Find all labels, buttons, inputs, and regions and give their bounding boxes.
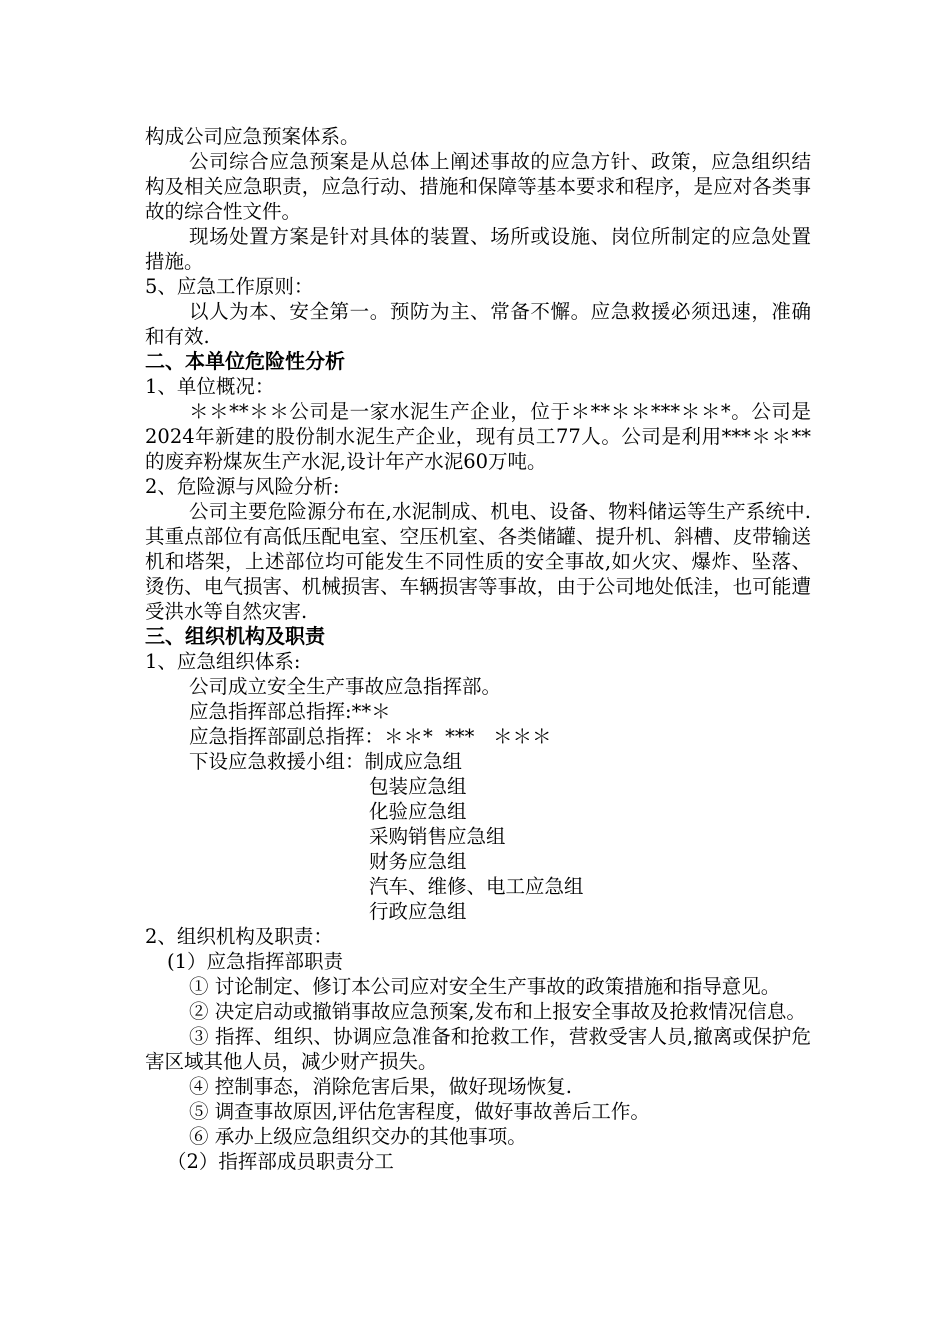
group-item: 行政应急组 bbox=[369, 900, 467, 923]
s3-sub1-title: (1）应急指挥部职责 bbox=[167, 950, 344, 973]
s3-item1-title: 1、应急组织体系: bbox=[145, 650, 301, 673]
group-item: 汽车、维修、电工应急组 bbox=[369, 875, 584, 898]
duty-item: ⑤ 调查事故原因,评估危害程度，做好事故善后工作。 bbox=[189, 1100, 650, 1123]
item5-text: 以人为本、安全第一。预防为主、常备不懈。应急救援必须迅速，准确和有效. bbox=[145, 300, 811, 348]
duty-item: ① 讨论制定、修订本公司应对安全生产事故的政策措施和指导意见。 bbox=[189, 975, 781, 998]
duty-item: ② 决定启动或撤销事故应急预案,发布和上报安全事故及抢救情况信息。 bbox=[189, 1000, 806, 1023]
intro-tail: 构成公司应急预案体系。 bbox=[145, 125, 360, 148]
duty-item: ⑥ 承办上级应急组织交办的其他事项。 bbox=[189, 1125, 527, 1148]
section3-heading: 三、组织机构及职责 bbox=[145, 624, 325, 648]
duty-item: ③ 指挥、组织、协调应急准备和抢救工作，营救受害人员,撤离或保护危害区域其他人员，减少财产损失。 bbox=[145, 1025, 811, 1073]
item5-title: 5、应急工作原则： bbox=[145, 275, 314, 298]
group-item: 采购销售应急组 bbox=[369, 825, 506, 848]
document-page bbox=[145, 124, 811, 1174]
s3-sub2-title: （2）指挥部成员职责分工 bbox=[167, 1150, 394, 1173]
org-line-hq: 公司成立安全生产事故应急指挥部。 bbox=[189, 675, 502, 698]
org-line-commander: 应急指挥部总指挥:**＊ bbox=[189, 700, 391, 723]
para-onsite-plan: 现场处置方案是针对具体的装置、场所或设施、岗位所制定的应急处置措施。 bbox=[145, 225, 811, 273]
org-line-deputy: 应急指挥部副总指挥：＊＊* *** ＊＊＊ bbox=[189, 725, 552, 748]
para-comprehensive-plan: 公司综合应急预案是从总体上阐述事故的应急方针、政策，应急组织结构及相关应急职责，应急行动、措施和保障等基本要求和程序，是应对各类事故的综合性文件。 bbox=[145, 150, 811, 223]
s3-item2-title: 2、组织机构及职责： bbox=[145, 925, 333, 948]
group-item: 包装应急组 bbox=[369, 775, 467, 798]
group-item: 化验应急组 bbox=[369, 800, 467, 823]
section2-heading: 二、本单位危险性分析 bbox=[145, 349, 345, 373]
org-line-groups: 下设应急救援小组：制成应急组 bbox=[189, 750, 463, 773]
group-item: 财务应急组 bbox=[369, 850, 467, 873]
s2-item1-text: ＊＊**＊＊公司是一家水泥生产企业，位于＊**＊＊***＊＊*。公司是2024年新建的股份制水泥生产企业，现有员工77人。公司是利用***＊＊**的废弃粉煤灰生产水泥,设计年产水泥60万吨。 bbox=[145, 400, 811, 473]
s2-item2-text: 公司主要危险源分布在,水泥制成、机电、设备、物料储运等生产系统中.其重点部位有高低压配电室、空压机室、各类储罐、提升机、斜槽、皮带输送机和塔架，上述部位均可能发生不同性质的安全事故,如火灾、爆炸、坠落、烫伤、电气损害、机械损害、车辆损害等事故，由于公司地处低洼，也可能遭受洪水等自然灾害. bbox=[145, 500, 811, 623]
s2-item1-title: 1、单位概况： bbox=[145, 375, 275, 398]
duty-item: ④ 控制事态，消除危害后果，做好现场恢复. bbox=[189, 1075, 572, 1098]
s2-item2-title: 2、危险源与风险分析: bbox=[145, 475, 340, 498]
